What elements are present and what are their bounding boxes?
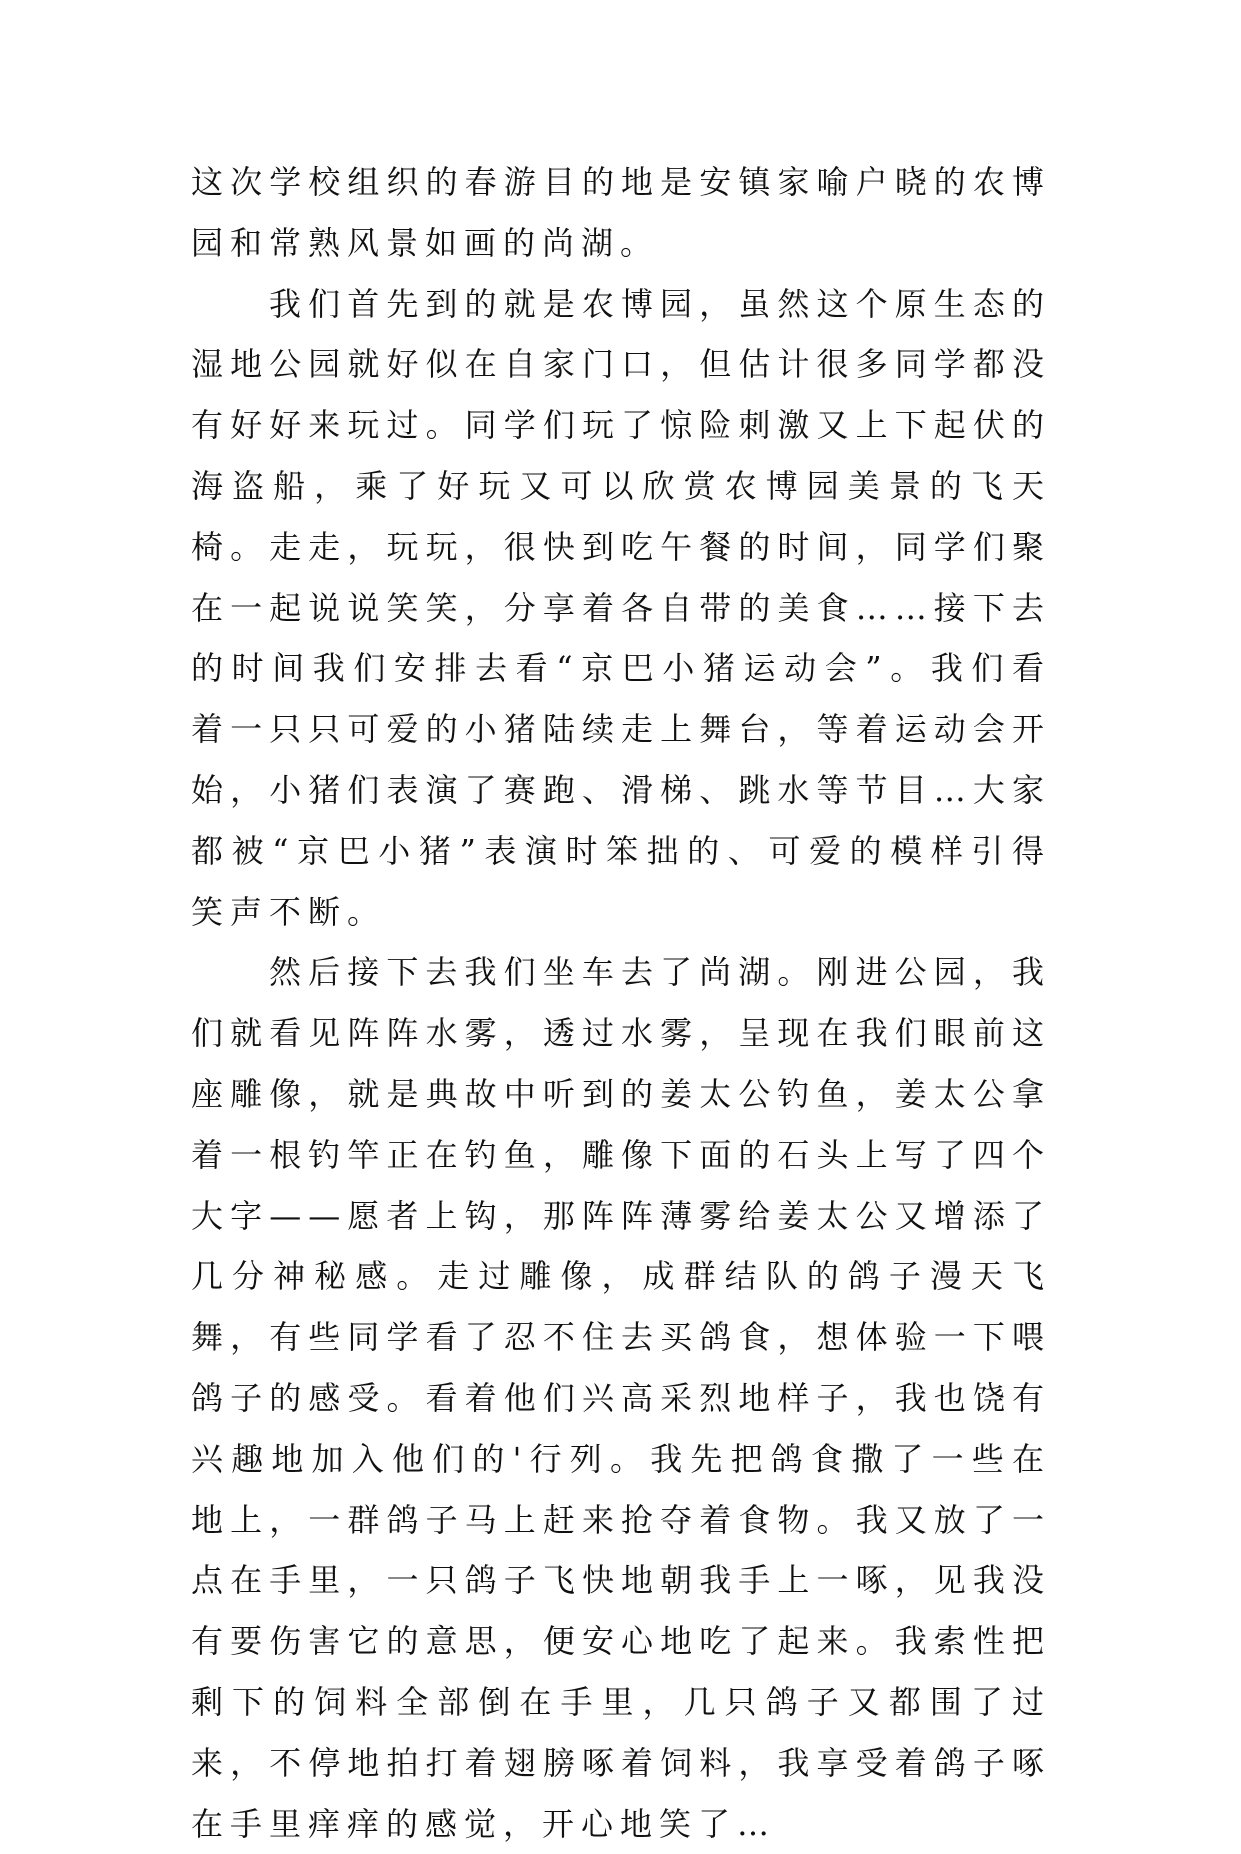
paragraph-2: 我们首先到的就是农博园，虽然这个原生态的湿地公园就好似在自家门口，但估计很多同学都没有好好来玩过。同学们玩了惊险刺激又上下起伏的海盗船，乘了好玩又可以欣赏农博园美景的飞天椅。走走，玩玩，很快到吃午餐的时间，同学们聚在一起说说笑笑，分享着各自带的美食……接下去的时间我们安排去看“京巴小猪运动会”。我们看着一只只可爱的小猪陆续走上舞台，等着运动会开始，小猪们表演了赛跑、滑梯、跳水等节目…大家都被“京巴小猪”表演时笨拙的、可爱的模样引得笑声不断。 bbox=[191, 284, 1051, 931]
paragraph-1: 这次学校组织的春游目的地是安镇家喻户晓的农博园和常熟风景如画的尚湖。 bbox=[191, 163, 1051, 262]
document-body bbox=[191, 152, 1051, 1854]
paragraph-3: 然后接下去我们坐车去了尚湖。刚进公园，我们就看见阵阵水雾，透过水雾，呈现在我们眼前这座雕像，就是典故中听到的姜太公钓鱼，姜太公拿着一根钓竿正在钓鱼，雕像下面的石头上写了四个大字——愿者上钩，那阵阵薄雾给姜太公又增添了几分神秘感。走过雕像，成群结队的鸽子漫天飞舞，有些同学看了忍不住去买鸽食，想体验一下喂鸽子的感受。看着他们兴高采烈地样子，我也饶有兴趣地加入他们的'行列。我先把鸽食撒了一些在地上，一群鸽子马上赶来抢夺着食物。我又放了一点在手里，一只鸽子飞快地朝我手上一啄，见我没有要伤害它的意思，便安心地吃了起来。我索性把剩下的饲料全部倒在手里，几只鸽子又都围了过来，不停地拍打着翅膀啄着饲料，我享受着鸽子啄在手里痒痒的感觉，开心地笑了… bbox=[191, 953, 1051, 1843]
